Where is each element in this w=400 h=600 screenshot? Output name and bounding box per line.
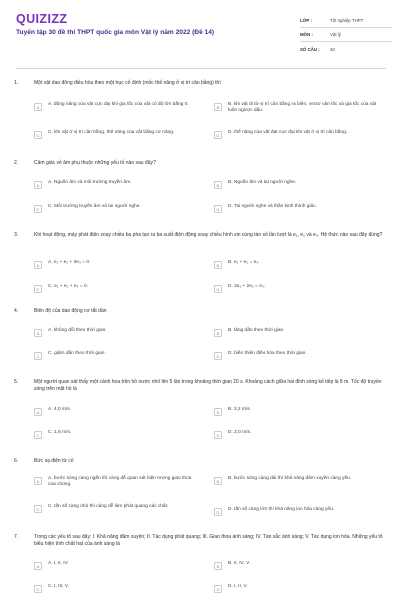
option-text: A. bước sóng càng ngắn thì càng dễ quan sát hiện tượng giao thoa của chúng. bbox=[48, 476, 192, 488]
option-text: A. I, II, IV. bbox=[48, 561, 69, 566]
answer-option-c[interactable] bbox=[34, 504, 204, 518]
option-letter-badge: C bbox=[34, 131, 42, 139]
option-letter-badge: A bbox=[34, 329, 42, 337]
quizizz-logo: QUIZIZZ bbox=[16, 12, 68, 26]
option-letter-badge: A bbox=[34, 261, 42, 269]
option-letter-badge: A bbox=[34, 562, 42, 570]
answer-option-a[interactable] bbox=[34, 102, 204, 116]
option-letter-badge: D bbox=[214, 431, 222, 439]
option-text: D. thế năng của vật đạt cực đại khi vật ở vị trí cân bằng. bbox=[228, 130, 348, 135]
option-text: D. tần số càng lớn thì khả năng ion hóa càng yếu. bbox=[228, 507, 335, 512]
answer-option-a[interactable] bbox=[34, 180, 204, 194]
option-text: B. II, IV, V. bbox=[228, 561, 251, 566]
answer-option-b[interactable] bbox=[214, 328, 384, 342]
option-letter-badge: D bbox=[214, 131, 222, 139]
header-divider bbox=[16, 68, 386, 69]
answer-option-b[interactable] bbox=[214, 476, 384, 490]
answer-option-c[interactable] bbox=[34, 284, 204, 298]
option-letter-badge: C bbox=[34, 431, 42, 439]
question-number: 3. bbox=[14, 232, 19, 238]
option-text: A. động năng của vật cực đại khi gia tốc của vật có độ lớn bằng 0. bbox=[48, 102, 189, 107]
answer-option-c[interactable] bbox=[34, 430, 204, 444]
answer-option-b[interactable] bbox=[214, 260, 384, 274]
option-letter-badge: B bbox=[214, 562, 222, 570]
option-text: C. Môi trường truyền âm và tai người nghe. bbox=[48, 204, 141, 209]
option-text: C. I, III, V. bbox=[48, 584, 69, 589]
answer-option-c[interactable] bbox=[34, 130, 204, 144]
answer-option-d[interactable] bbox=[214, 351, 384, 365]
question-text: Một người quan sát thấy một cánh hoa trên hồ nước nhô lên 5 lần trong khoảng thời gian 20 s. Khoảng cách giữa hai đỉnh sóng kế tiếp là 8 m. Tốc độ truyền sóng trên mặt hồ là bbox=[34, 379, 382, 392]
option-text: D. 2e₁ + 2e₂ = e₃. bbox=[228, 284, 266, 289]
answer-option-c[interactable] bbox=[34, 584, 204, 598]
meta-row-grade bbox=[300, 14, 392, 28]
option-text: A. không đổi theo thời gian. bbox=[48, 328, 107, 333]
option-letter-badge: D bbox=[214, 508, 222, 516]
answer-option-a[interactable] bbox=[34, 260, 204, 274]
option-letter-badge: C bbox=[34, 285, 42, 293]
meta-value: Vật lý bbox=[330, 32, 341, 37]
question-text: Cảm giác về âm phụ thuộc những yếu tố nào sau đây? bbox=[34, 160, 156, 166]
option-text: C. khi vật ở vị trí cân bằng, thế năng của vật bằng cơ năng. bbox=[48, 130, 175, 135]
option-text: B. tăng dần theo thời gian. bbox=[228, 328, 285, 333]
meta-value: 40 bbox=[330, 46, 335, 52]
option-letter-badge: B bbox=[214, 477, 222, 485]
answer-option-d[interactable] bbox=[214, 130, 384, 144]
question-text: Trong các yếu tố sau đây: I. Khả năng đâm xuyên; II. Tác dụng phát quang; III. Giao thoa ánh sáng; IV. Tán sắc ánh sáng; V. Tác dụng ion hóa. Những yếu tố biểu hiện tính chất hạt của ánh sáng là bbox=[34, 534, 383, 547]
answer-option-b[interactable] bbox=[214, 407, 384, 421]
option-letter-badge: B bbox=[214, 103, 222, 111]
option-letter-badge: B bbox=[214, 408, 222, 416]
worksheet-title: Tuyển tập 30 đề thi THPT quốc gia môn Vật lý năm 2022 (Đề 14) bbox=[16, 29, 215, 36]
option-text: D. biến thiên điều hòa theo thời gian. bbox=[228, 351, 307, 356]
option-letter-badge: B bbox=[214, 181, 222, 189]
option-text: B. bước sóng càng dài thì khả năng đâm xuyên càng yếu. bbox=[228, 476, 352, 481]
option-text: C. 1,6 m/s. bbox=[48, 430, 72, 435]
option-letter-badge: C bbox=[34, 585, 42, 593]
meta-row-question-count bbox=[300, 42, 392, 56]
question-number: 1. bbox=[14, 80, 19, 86]
answer-option-a[interactable] bbox=[34, 328, 204, 342]
option-letter-badge: C bbox=[34, 205, 42, 213]
option-text: B. khi vật đi từ vị trí cân bằng ra biên, vectơ vận tốc và gia tốc của vật luôn ngược dấu. bbox=[228, 102, 377, 114]
option-letter-badge: C bbox=[34, 505, 42, 513]
meta-label: LỚP : bbox=[300, 18, 312, 23]
option-text: A. e₁ + e₂ + 2e₃ = 0. bbox=[48, 260, 91, 265]
answer-option-a[interactable] bbox=[34, 561, 204, 575]
answer-option-d[interactable] bbox=[214, 204, 384, 218]
answer-option-b[interactable] bbox=[214, 180, 384, 194]
meta-value: Tốt nghiệp THPT bbox=[330, 18, 364, 23]
question-number: 6. bbox=[14, 458, 19, 464]
option-letter-badge: D bbox=[214, 585, 222, 593]
worksheet-meta-table bbox=[300, 14, 392, 56]
option-text: C. tần số càng nhỏ thì càng dễ làm phát quang các chất. bbox=[48, 504, 169, 509]
answer-option-b[interactable] bbox=[214, 102, 384, 116]
question-text: Biên độ của dao động cơ tắt dần bbox=[34, 308, 107, 314]
answer-option-d[interactable] bbox=[214, 507, 384, 521]
question-number: 4. bbox=[14, 308, 19, 314]
option-text: C. giảm dần theo thời gian. bbox=[48, 351, 106, 356]
question-text: Một vật dao động điều hòa theo một trục cố định (mốc thế năng ở vị trí cân bằng) thì bbox=[34, 80, 221, 86]
option-text: A. 4,0 m/s. bbox=[48, 407, 71, 412]
meta-label: SỐ CÂU : bbox=[300, 46, 320, 52]
meta-label: MÔN : bbox=[300, 32, 313, 37]
answer-option-d[interactable] bbox=[214, 584, 384, 598]
meta-row-subject bbox=[300, 28, 392, 42]
option-text: A. Nguồn âm và môi trường truyền âm. bbox=[48, 180, 132, 185]
question-number: 5. bbox=[14, 379, 19, 385]
option-text: B. e₁ + e₂ = e₃. bbox=[228, 260, 260, 265]
option-text: D. 2,0 m/s. bbox=[228, 430, 252, 435]
option-letter-badge: C bbox=[34, 352, 42, 360]
option-letter-badge: A bbox=[34, 408, 42, 416]
option-letter-badge: B bbox=[214, 261, 222, 269]
option-letter-badge: B bbox=[214, 329, 222, 337]
answer-option-c[interactable] bbox=[34, 351, 204, 365]
option-letter-badge: D bbox=[214, 285, 222, 293]
option-text: B. Nguồn âm và tai người nghe. bbox=[228, 180, 297, 185]
option-letter-badge: A bbox=[34, 181, 42, 189]
option-text: D. I, II, V. bbox=[228, 584, 248, 589]
option-text: D. Tai người nghe và thần kinh thính giác. bbox=[228, 204, 317, 209]
option-letter-badge: A bbox=[34, 477, 42, 485]
question-number: 2. bbox=[14, 160, 19, 166]
answer-option-c[interactable] bbox=[34, 204, 204, 218]
option-text: C. e₁ + e₂ + e₃ = 0. bbox=[48, 284, 88, 289]
option-letter-badge: D bbox=[214, 352, 222, 360]
answer-option-b[interactable] bbox=[214, 561, 384, 575]
question-text: Khi hoạt động, máy phát điện xoay chiều ba pha tạo ra ba suất điện động xoay chiều hình sin cùng tần số lần lượt là e₁, e₂ và e₃. Hệ thức nào sau đây đúng? bbox=[34, 232, 383, 238]
option-text: B. 3,2 m/s. bbox=[228, 407, 251, 412]
answer-option-a[interactable] bbox=[34, 476, 204, 490]
worksheet-header bbox=[0, 0, 400, 66]
question-text: Bức xạ điện từ có bbox=[34, 458, 74, 464]
answer-option-d[interactable] bbox=[214, 284, 384, 298]
answer-option-a[interactable] bbox=[34, 407, 204, 421]
answer-option-d[interactable] bbox=[214, 430, 384, 444]
option-letter-badge: A bbox=[34, 103, 42, 111]
option-letter-badge: D bbox=[214, 205, 222, 213]
question-number: 7. bbox=[14, 534, 19, 540]
